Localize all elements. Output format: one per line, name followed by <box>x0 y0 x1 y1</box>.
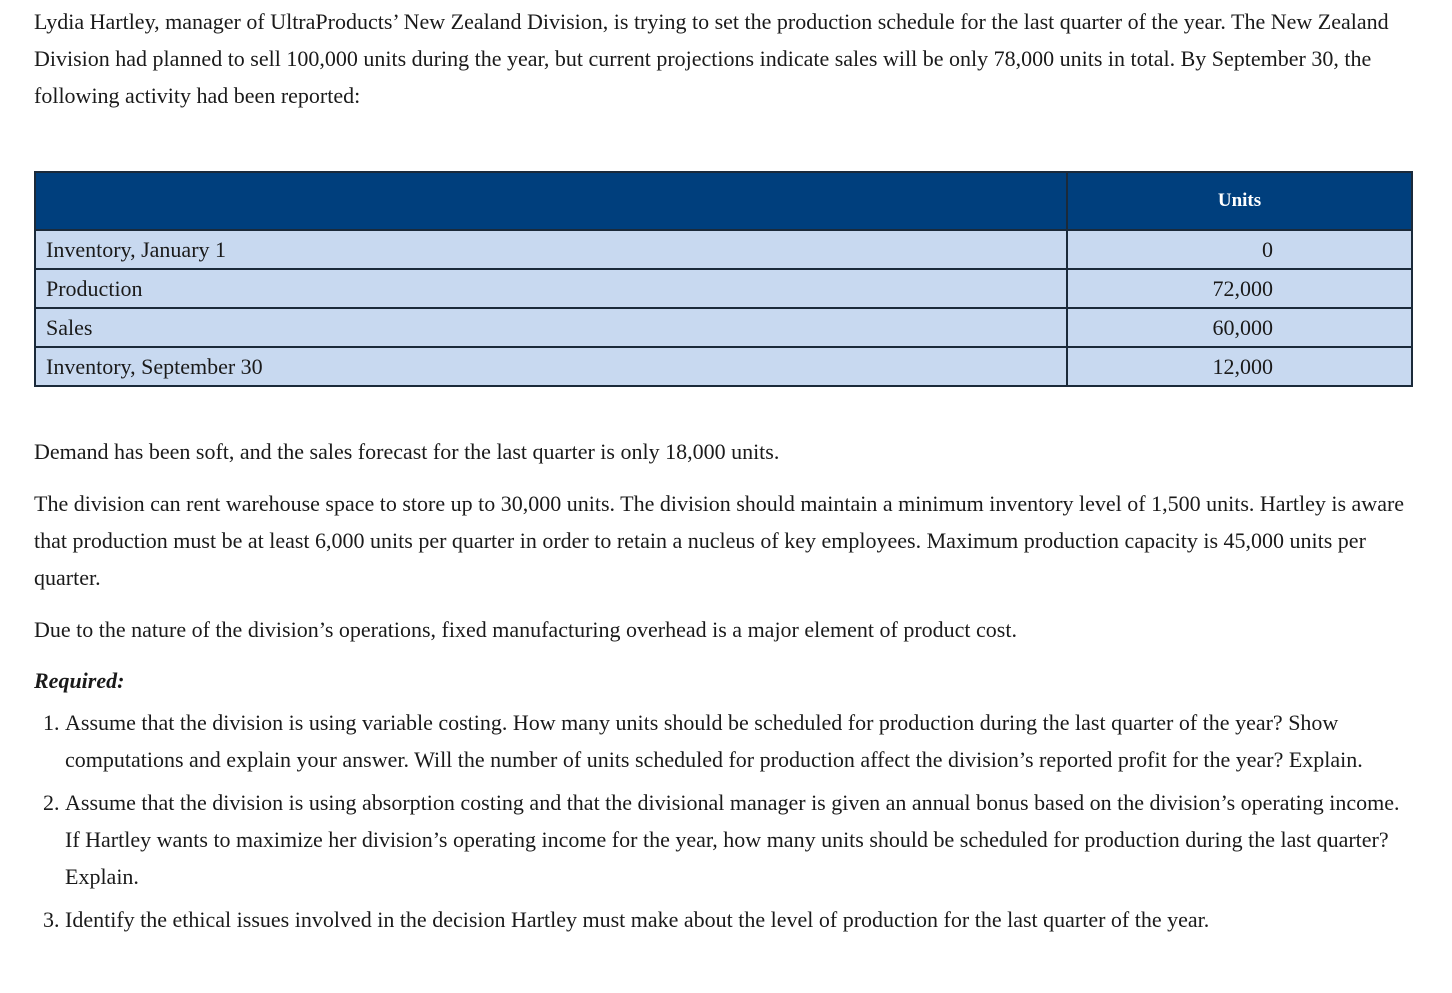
row-label: Inventory, September 30 <box>35 347 1067 386</box>
table-row <box>35 308 1412 347</box>
header-units: Units <box>1067 172 1412 230</box>
activity-table <box>34 171 1413 387</box>
row-value: 60,000 <box>1067 308 1412 347</box>
row-label: Inventory, January 1 <box>35 230 1067 269</box>
questions-list <box>34 704 1412 938</box>
table-row <box>35 347 1412 386</box>
demand-paragraph: Demand has been soft, and the sales forecast for the last quarter is only 18,000 units. <box>34 439 780 464</box>
row-label: Production <box>35 269 1067 308</box>
table-header-row <box>35 172 1412 230</box>
list-item: 3. Identify the ethical issues involved in the decision Hartley must make about the level of production for the last quarter of the year. <box>65 901 1412 938</box>
list-item: 1. Assume that the division is using variable costing. How many units should be scheduled for production during the last quarter of the year? Show computations and explain your answer. Will the number of units scheduled for production affect the division’s reported profit for the year? Explain. <box>65 704 1412 778</box>
required-heading: Required: <box>34 668 125 693</box>
table-row <box>35 230 1412 269</box>
header-blank-cell <box>35 172 1067 230</box>
list-item: 2. Assume that the division is using absorption costing and that the divisional manager is given an annual bonus based on the division’s operating income. If Hartley wants to maximize her division’s operating income for the year, how many units should be scheduled for production during the last quarter? Explain. <box>65 784 1412 895</box>
warehouse-paragraph: The division can rent warehouse space to store up to 30,000 units. The division should maintain a minimum inventory level of 1,500 units. Hartley is aware that production must be at least 6,000 units per quarter in order to retain a nucleus of key employees. Maximum production capacity is 45,000 units per quarter. <box>34 491 1405 590</box>
table-row <box>35 269 1412 308</box>
row-label: Sales <box>35 308 1067 347</box>
row-value: 12,000 <box>1067 347 1412 386</box>
overhead-paragraph: Due to the nature of the division’s operations, fixed manufacturing overhead is a major element of product cost. <box>34 617 1017 642</box>
row-value: 0 <box>1067 230 1412 269</box>
row-value: 72,000 <box>1067 269 1412 308</box>
intro-paragraph: Lydia Hartley, manager of UltraProducts’ New Zealand Division, is trying to set the production schedule for the last quarter of the year. The New Zealand Division had planned to sell 100,000 units during the year, but current projections indicate sales will be only 78,000 units in total. By September 30, the following activity had been reported: <box>34 9 1389 108</box>
